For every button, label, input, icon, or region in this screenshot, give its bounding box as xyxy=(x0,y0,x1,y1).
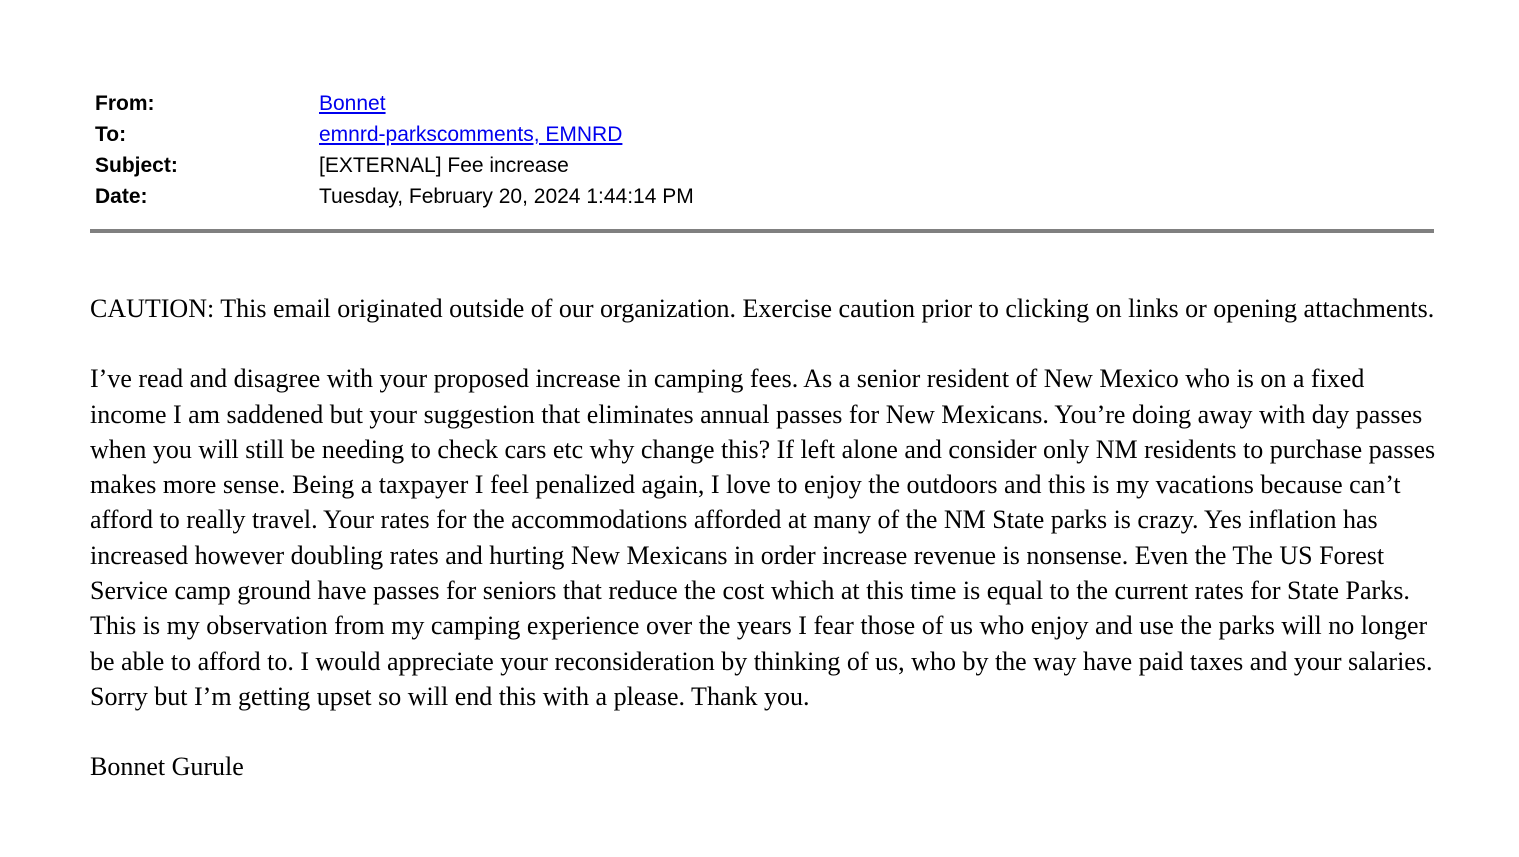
from-label: From: xyxy=(95,92,155,115)
to-row xyxy=(95,120,1435,151)
from-row xyxy=(95,89,1435,120)
to-label: To: xyxy=(95,123,127,146)
from-link[interactable]: Bonnet xyxy=(319,92,386,115)
subject-value: [EXTERNAL] Fee increase xyxy=(319,154,569,177)
signature: Bonnet Gurule xyxy=(90,752,244,782)
subject-label: Subject: xyxy=(95,154,178,177)
date-row xyxy=(95,182,1435,213)
subject-row xyxy=(95,151,1435,182)
message-paragraph: I’ve read and disagree with your proposed increase in camping fees. As a senior resident of New Mexico who is on a fixed income I am saddened but your suggestion that eliminates annual passes for New Mexicans. You’re doing away with day passes when you will still be needing to check cars etc why change this? If left alone and consider only NM residents to purchase passes makes more sense. Being a taxpayer I feel penalized again, I love to enjoy the outdoors and this is my vacations because can’t afford to really travel. Your rates for the accommodations afforded at many of the NM State parks is crazy. Yes inflation has increased however doubling rates and hurting New Mexicans in order increase revenue is nonsense. Even the The US Forest Service camp ground have passes for seniors that reduce the cost which at this time is equal to the current rates for State Parks. This is my observation from my camping experience over the years I fear those of us who enjoy and use the parks will no longer be able to afford to. I would appreciate your reconsideration by thinking of us, who by the way have paid taxes and your salaries. Sorry but I’m getting upset so will end this with a please. Thank you. xyxy=(90,364,1436,711)
email-header xyxy=(95,89,1435,213)
to-link[interactable]: emnrd-parkscomments, EMNRD xyxy=(319,123,623,146)
caution-notice: CAUTION: This email originated outside of our organization. Exercise caution prior to clicking on links or opening attachments. xyxy=(90,294,1435,323)
date-label: Date: xyxy=(95,185,148,208)
email-body xyxy=(90,291,1440,785)
date-value: Tuesday, February 20, 2024 1:44:14 PM xyxy=(319,185,694,208)
header-divider xyxy=(90,229,1434,233)
